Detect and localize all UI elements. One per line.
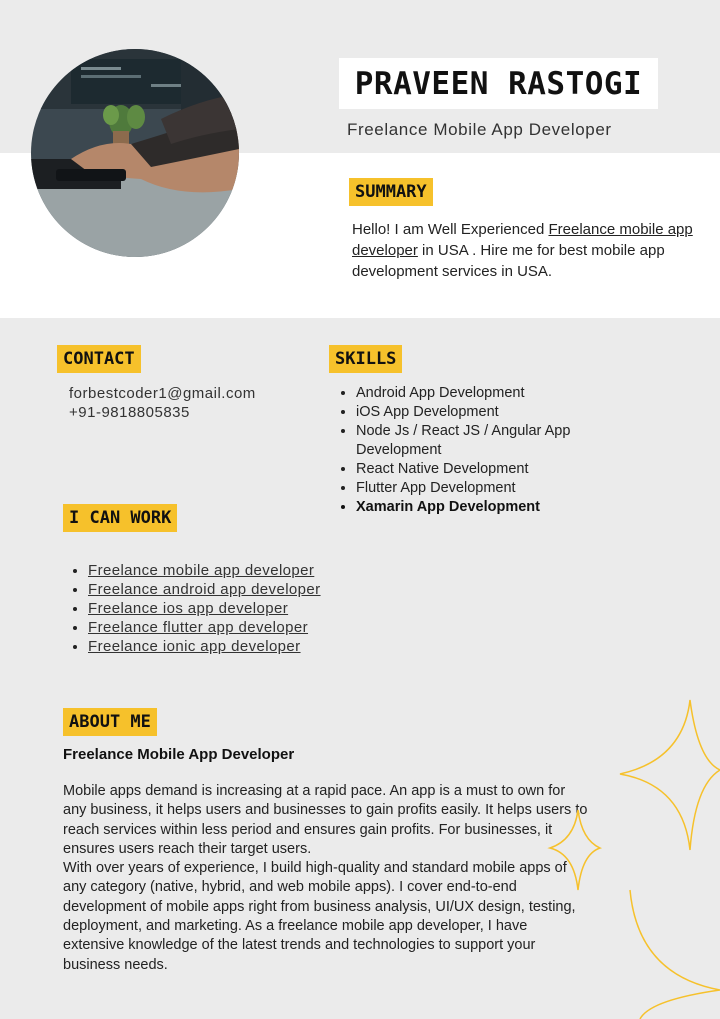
list-item xyxy=(88,637,321,656)
profile-photo xyxy=(31,49,239,257)
work-tag: I CAN WORK xyxy=(63,504,177,532)
sparkle-decoration xyxy=(520,690,720,1019)
list-item: • Xamarin App Development xyxy=(356,498,597,517)
work-link[interactable]: Freelance mobile app developer xyxy=(88,562,315,579)
contact-tag: CONTACT xyxy=(57,345,141,373)
about-heading: Freelance Mobile App Developer xyxy=(63,746,295,763)
work-list xyxy=(69,561,321,656)
sparkle-small-icon xyxy=(550,810,600,890)
list-item xyxy=(88,599,321,618)
work-link[interactable]: Freelance flutter app developer xyxy=(88,619,309,636)
skills-tag: SKILLS xyxy=(329,345,402,373)
work-link[interactable]: Freelance android app developer xyxy=(88,581,321,598)
list-item: • Android App Development xyxy=(356,384,597,403)
list-item: • Flutter App Development xyxy=(356,479,597,498)
profile-name: PRAVEEN RASTOGI xyxy=(354,65,643,102)
summary-text-after: in USA . Hire me for best mobile app development services in USA. xyxy=(352,242,665,280)
list-item: • React Native Development xyxy=(356,460,597,479)
list-item: • Node Js / React JS / Angular App Development xyxy=(356,422,597,460)
list-item: • iOS App Development xyxy=(356,403,597,422)
name-box xyxy=(339,58,658,109)
sparkle-bottom-icon xyxy=(630,890,720,1019)
about-paragraph: Mobile apps demand is increasing at a rapid pace. An app is a must to own for any business, it helps users and businesses to gain profits easily. It helps users to reach services within less period and ensures gain profits. For businesses, it ensures users reach their target users. xyxy=(63,783,588,857)
about-text xyxy=(63,782,588,975)
list-item xyxy=(88,580,321,599)
list-item xyxy=(88,561,321,580)
work-link[interactable]: Freelance ios app developer xyxy=(88,600,289,617)
profile-subtitle: Freelance Mobile App Developer xyxy=(347,120,612,139)
contact-info xyxy=(69,384,256,422)
summary-text-before: Hello! I am Well Experienced xyxy=(352,221,549,238)
about-tag: ABOUT ME xyxy=(63,708,157,736)
sparkle-large-icon xyxy=(620,700,720,850)
summary-text xyxy=(352,219,698,282)
list-item xyxy=(88,618,321,637)
about-paragraph: With over years of experience, I build high-quality and standard mobile apps of any category (native, hybrid, and web mobile apps). I cover end-to-end development of mobile apps right from business analysis, UI/UX design, testing, deployment, and marketing. As a freelance mobile app developer, I have extensive knowledge of the latest trends and technologies to support your business needs. xyxy=(63,860,576,973)
skills-list xyxy=(337,384,597,517)
contact-phone[interactable]: +91-9818805835 xyxy=(69,404,190,421)
contact-email[interactable]: forbestcoder1@gmail.com xyxy=(69,385,256,402)
work-link[interactable]: Freelance ionic app developer xyxy=(88,638,301,655)
summary-tag: SUMMARY xyxy=(349,178,433,206)
summary-link[interactable]: Freelance mobile app developer xyxy=(352,221,693,259)
